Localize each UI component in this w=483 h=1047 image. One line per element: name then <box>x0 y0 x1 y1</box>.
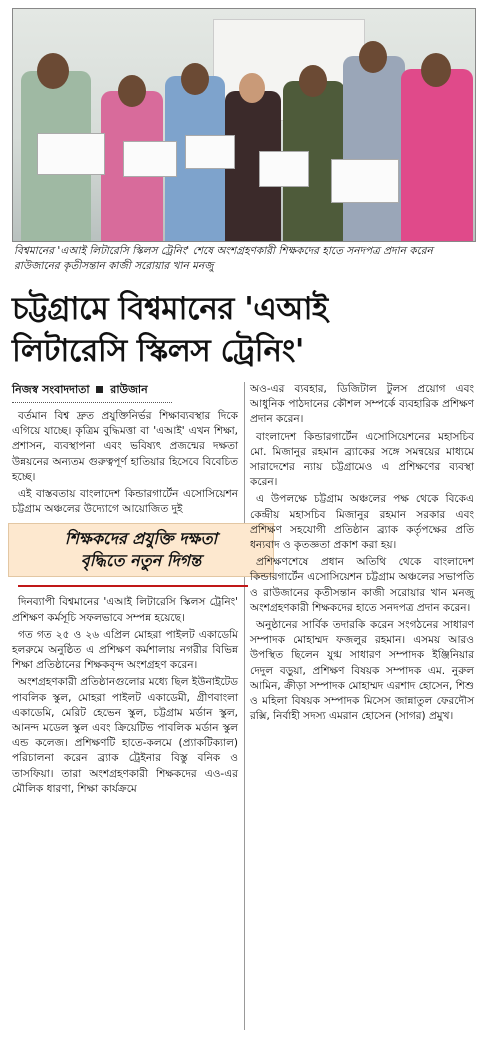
dotted-rule <box>12 402 172 403</box>
left-column <box>12 382 238 799</box>
dateline-place: রাউজান <box>110 383 148 396</box>
certificate <box>37 133 105 175</box>
byline <box>12 382 238 398</box>
person-7 <box>401 69 473 241</box>
photo-caption: বিশ্বমানের 'এআই লিটারেসি স্কিলস ট্রেনিং' শেষে অংশগ্রহণকারী শিক্ষকদের হাতে সনদপত্র প্রদান করেন রাউজানের কৃতীসন্তান কাজী সরোয়ার খান মনজু <box>14 245 433 272</box>
subheading-underline <box>18 585 248 587</box>
news-photo <box>12 8 476 242</box>
certificate <box>259 151 309 187</box>
body-paragraph: অংশগ্রহণকারী প্রতিষ্ঠানগুলোর মধ্যে ছিল ইউনাইটেড পাবলিক স্কুল, মোহরা পাইলট একাডেমী, গ্রীণবাংলা একাডেমি, মেরিট হেভেন স্কুল, চট্টগ্রাম মর্ডান স্কুল, আনন্দ মডেল স্কুল এবং ক্রিয়েটিভ পাবলিক মর্ডান স্কুল এন্ড কলেজ। প্রশিক্ষণটি হাতে-কলমে (প্র্যাকটিক্যাল) পরিচালনা করেন ব্র্যাক ট্রেইনার বিস্তু বনিক ও তাসফিয়া। তারা অংশগ্রহণকারী শিক্ষকদের এও-এর মৌলিক ধারণা, শিক্ষা কার্যক্রমে <box>12 676 238 795</box>
person-1-head <box>37 53 69 89</box>
body-paragraph: অনুষ্ঠানের সার্বিক তদারকি করেন সংগঠনের সাধারণ সম্পাদক মোহাম্মদ ফজলুর রহমান। এসময় আরও উপস্থিত ছিলেন যুগ্ম সাধারণ সম্পাদক ইঞ্জিনিয়ার দেদুল বড়ুয়া, প্রশিক্ষণ বিষয়ক সম্পাদক এম. নুরুল আমিন, ক্রীড়া সম্পাদক মোহাম্মদ এরশাদ হোসেন, শিশু ও মহিলা বিষয়ক সম্পাদক মিসেস জান্নাতুল ফেরদৌস রক্সি, নির্বাহী সদস্য এমরান হোসেন (সাগর) প্রমুখ। <box>250 619 474 723</box>
person-6-head <box>359 41 387 73</box>
certificate <box>123 141 177 177</box>
right-column <box>250 382 474 726</box>
person-2-head <box>118 75 146 107</box>
person-7-head <box>421 53 451 87</box>
body-paragraph: দিনব্যাপী বিশ্বমানের 'এআই লিটারেসি স্কিলস ট্রেনিং' প্রশিক্ষণ কর্মসূচি সফলভাবে সম্পন্ন হয়েছে। <box>12 596 238 624</box>
headline <box>12 288 472 372</box>
person-5-head <box>299 65 327 97</box>
body-paragraph: এই বাস্তবতায় বাংলাদেশ কিন্ডারগার্টেন এসোসিয়েশন চট্টগ্রাম অঞ্চলের উদ্যোগে আয়োজিত দুই <box>12 488 238 516</box>
column-divider <box>244 382 245 1030</box>
body-paragraph: এ উপলক্ষে চট্টগ্রাম অঞ্চলের পক্ষ থেকে বিকেএ কেন্দ্রীয় মহাসচিব মিজানুর রহমান সরকার এবং প্রশিক্ষণ সহযোগী প্রতিষ্ঠান ব্র্যাক কর্তৃপক্ষের প্রতি ধন্যবাদ ও কৃতজ্ঞতা প্রকাশ করা হয়। <box>250 493 474 552</box>
certificate <box>331 159 399 203</box>
subheading-box <box>8 523 274 577</box>
body-paragraph: বাংলাদেশ কিন্ডারগার্টেন এসোসিয়েশনের মহাসচিব মো. মিজানুর রহমান ব্র্যাকের সঙ্গে সমন্বয়ের মাধ্যমে সারাদেশের ন্যায় চট্টগ্রামেও এ প্রশিক্ষণের ব্যবস্থা করেন। <box>250 430 474 489</box>
person-6 <box>343 56 405 241</box>
subheading-line-2: বৃদ্ধিতে নতুন দিগন্ত <box>80 551 202 571</box>
person-4-head <box>239 73 265 103</box>
body-paragraph: বর্তমান বিশ্ব দ্রুত প্রযুক্তিনির্ভর শিক্ষাব্যবস্থার দিকে এগিয়ে যাচ্ছে। কৃত্রিম বুদ্ধিমত্তা বা 'এআই' এখন শিক্ষা, প্রশাসন, ব্যবস্থাপনা এবং ভবিষ্যৎ প্রজন্মের দক্ষতা উন্নয়নের অন্যতম গুরুত্বপূর্ণ হাতিয়ার হিসেবে বিবেচিত হচ্ছে। <box>12 410 238 483</box>
body-paragraph: অও-এর ব্যবহার, ডিজিটাল টুলস প্রয়োগ এবং আধুনিক পাঠদানের কৌশল সম্পর্কে ব্যবহারিক প্রশিক্ষণ প্রদান করেন। <box>250 383 474 426</box>
subheading-line-1: শিক্ষকদের প্রযুক্তি দক্ষতা <box>64 529 218 549</box>
square-bullet-icon <box>96 386 103 393</box>
person-3-head <box>181 63 209 95</box>
certificate <box>185 135 235 169</box>
body-paragraph: গত গত ২৫ ও ২৬ এপ্রিল মোহরা পাইলট একাডেমি হলরুমে অনুষ্ঠিত এ প্রশিক্ষণ কর্মশালায় নগরীর বিভিন্ন শিক্ষা প্রতিষ্ঠানের শিক্ষকবৃন্দ অংশগ্রহণ করেন। <box>12 628 238 672</box>
reporter: নিজস্ব সংবাদদাতা <box>12 383 90 396</box>
headline-line-1: চট্টগ্রামে বিশ্বমানের 'এআই <box>12 291 328 327</box>
body-paragraph: প্রশিক্ষণশেষে প্রধান অতিথি থেকে বাংলাদেশ কিন্ডারগার্টেন এসোসিয়েশন চট্টগ্রাম অঞ্চলের সভাপতি ও রাউজানের কৃতীসন্তান কাজী সরোয়ার খান মনজু অংশগ্রহণকারী শিক্ষকদের হাতে সনদপত্র প্রদান করেন। <box>250 556 474 614</box>
headline-line-2: লিটারেসি স্কিলস ট্রেনিং' <box>12 333 304 369</box>
